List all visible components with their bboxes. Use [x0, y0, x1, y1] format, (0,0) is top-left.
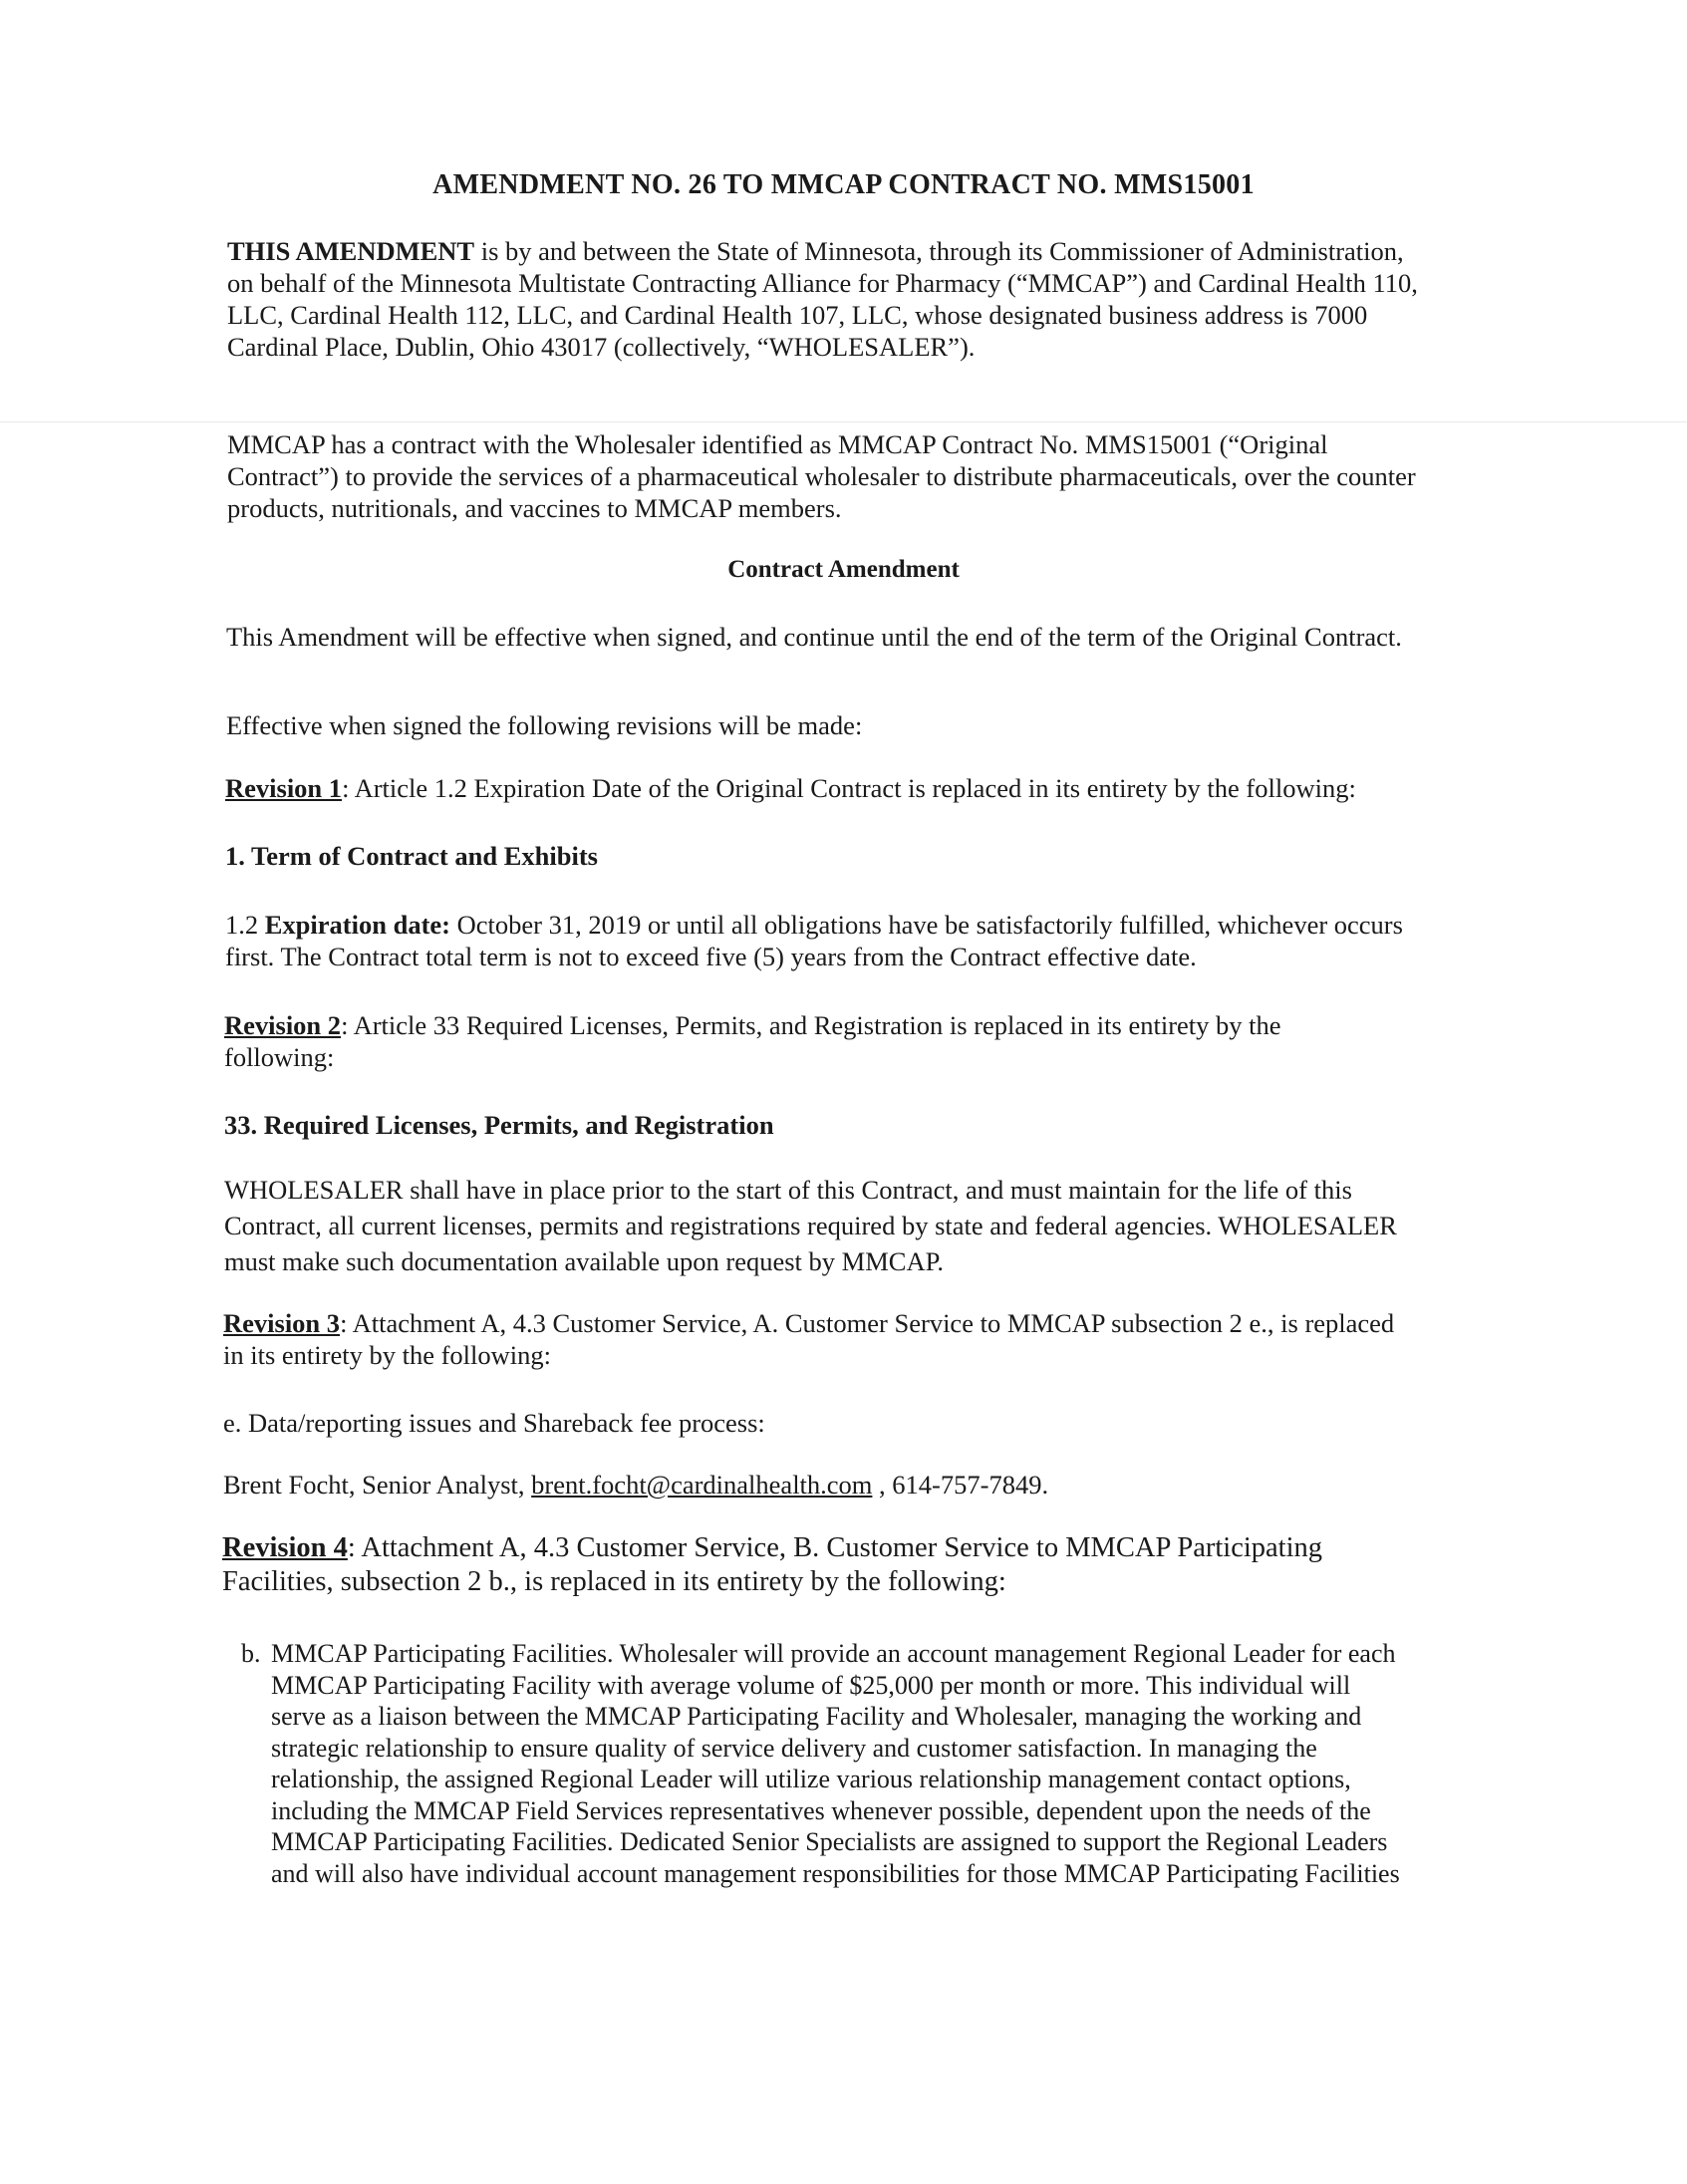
scan-artifact-line [0, 421, 1687, 422]
revision-3-text: : Attachment A, 4.3 Customer Service, A. Customer Service to MMCAP subsection 2 e., is replaced in its entirety by the following: [223, 1308, 1395, 1370]
item-b-paragraph [241, 1638, 1407, 1889]
effective-paragraph: This Amendment will be effective when signed, and continue until the end of the term of the Original Contract. [226, 622, 1402, 652]
article-1-heading: 1. Term of Contract and Exhibits [225, 841, 598, 871]
revision-3-paragraph [223, 1307, 1419, 1371]
article-1-2-paragraph [225, 909, 1421, 972]
contact-suffix: , 614-757-7849. [872, 1470, 1049, 1500]
article-1-2-number: 1.2 [225, 910, 265, 940]
revision-2-text: : Article 33 Required Licenses, Permits, and Registration is replaced in its entirety by the following: [224, 1010, 1281, 1072]
intro-text: is by and between the State of Minnesota, through its Commissioner of Administration, on behalf of the Minnesota Multistate Contracting Alliance for Pharmacy (“MMCAP”) and Cardinal Health 110, LLC, Cardinal Health 112, LLC, and Cardinal Health 107, LLC, whose designated business address is 7000 Cardinal Place, Dublin, Ohio 43017 (collectively, “WHOLESALER”). [227, 236, 1418, 362]
background-paragraph: MMCAP has a contract with the Wholesaler identified as MMCAP Contract No. MMS15001 (“Original Contract”) to provide the services of a pharmaceutical wholesaler to distribute pharmaceuticals, over the counter products, nutritionals, and vaccines to MMCAP members. [227, 429, 1416, 523]
contact-email-link[interactable]: brent.focht@cardinalhealth.com [531, 1470, 873, 1500]
revision-1-paragraph [225, 772, 1481, 804]
item-b-marker: b. [241, 1639, 261, 1668]
article-1-2-label: Expiration date: [264, 910, 450, 940]
revision-2-paragraph [224, 1009, 1380, 1073]
intro-paragraph [227, 235, 1423, 363]
section-heading: Contract Amendment [727, 556, 960, 583]
revision-4-paragraph [222, 1531, 1418, 1599]
contact-prefix: Brent Focht, Senior Analyst, [223, 1470, 532, 1500]
article-33-heading: 33. Required Licenses, Permits, and Registration [224, 1110, 774, 1140]
revision-4-label: Revision 4 [222, 1532, 348, 1563]
contact-paragraph [223, 1469, 1419, 1501]
revision-1-text: : Article 1.2 Expiration Date of the Original Contract is replaced in its entirety by the following: [342, 773, 1356, 803]
revision-2-label: Revision 2 [224, 1010, 342, 1040]
intro-lead: THIS AMENDMENT [227, 236, 475, 266]
revisions-intro: Effective when signed the following revisions will be made: [226, 710, 863, 740]
revision-3-label: Revision 3 [223, 1308, 341, 1338]
item-b-text: MMCAP Participating Facilities. Wholesaler will provide an account management Regional Leader for each MMCAP Participating Facility with average volume of $25,000 per month or more. This individual will serve as a liaison between the MMCAP Participating Facility and Wholesaler, managing the working and strategic relationship to ensure quality of service delivery and customer satisfaction. In managing the relationship, the assigned Regional Leader will utilize various relationship management contact options, including the MMCAP Field Services representatives whenever possible, dependent upon the needs of the MMCAP Participating Facilities. Dedicated Senior Specialists are assigned to support the Regional Leaders and will also have individual account management responsibilities for those MMCAP Participating Facilities [271, 1639, 1400, 1888]
item-e-paragraph: e. Data/reporting issues and Shareback fee process: [223, 1408, 765, 1438]
document-title: AMENDMENT NO. 26 TO MMCAP CONTRACT NO. MMS15001 [432, 169, 1255, 200]
revision-1-label: Revision 1 [225, 773, 343, 803]
article-1-2-text: October 31, 2019 or until all obligations have be satisfactorily fulfilled, whichever occurs first. The Contract total term is not to exceed five (5) years from the Contract effective date. [225, 910, 1403, 971]
article-33-paragraph: WHOLESALER shall have in place prior to the start of this Contract, and must maintain for the life of this Contract, all current licenses, permits and registrations required by state and federal agencies. WHOLESALER must make such documentation available upon request by MMCAP. [224, 1175, 1397, 1276]
revision-4-text: : Attachment A, 4.3 Customer Service, B. Customer Service to MMCAP Participating Facilities, subsection 2 b., is replaced in its entirety by the following: [222, 1532, 1323, 1597]
